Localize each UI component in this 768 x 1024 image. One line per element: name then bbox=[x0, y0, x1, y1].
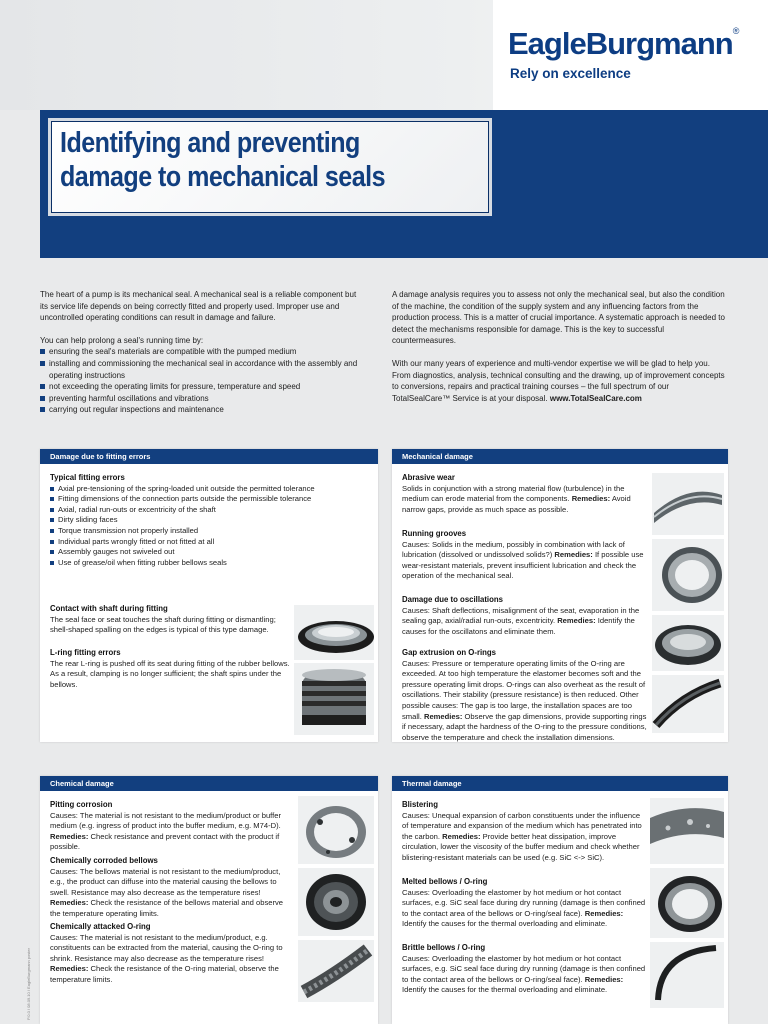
cause-text: Causes: Shaft deflections, misalignment of the seat, evaporation in the sealing gap, axial/radial run-outs, excentricity. bbox=[402, 605, 640, 626]
cause-text: Causes: Overloading the elastomer by hot medium or hot contact surfaces, e.g. SiC seal face during dry running (damage is then confined to the contact area of the bellows or O-ring/seal face). bbox=[402, 887, 646, 918]
section-title: Running grooves bbox=[402, 529, 467, 538]
panel-mechanical-damage bbox=[392, 449, 728, 742]
remedy-text: Identify the causes for the thermal overloading and eliminate. bbox=[402, 919, 608, 929]
seal-image bbox=[294, 663, 374, 735]
list-item: Torque transmission not properly installed bbox=[50, 526, 368, 537]
lring-errors bbox=[50, 648, 290, 690]
remedies-label: Remedies: bbox=[423, 711, 463, 721]
corroded-bellows bbox=[50, 856, 294, 920]
seal-image bbox=[650, 942, 724, 1008]
section-title: Brittle bellows / O-ring bbox=[402, 943, 486, 952]
remedy-text: Identify the causes for the thermal overloading and eliminate. bbox=[402, 985, 608, 995]
list-item: Axial, radial run-outs or excentricity of the shaft bbox=[50, 505, 368, 516]
intro-paragraph: A damage analysis requires you to assess not only the mechanical seal, but also the condition of the machine, the condition of the supply system and any influencing factors from the production process. This is a matter of crucial importance. A systematic approach is needed to detect the mechanisms responsible for damage. This is the key to successful countermeasures. bbox=[392, 290, 725, 346]
typical-errors bbox=[50, 473, 368, 568]
brand-tagline: Rely on excellence bbox=[510, 66, 631, 81]
cause-text: Causes: The material is not resistant to the medium/product or buffer medium (e.g. ingress of product into the buffer medium, e.g. M74-D). bbox=[50, 810, 282, 831]
section-text bbox=[402, 484, 650, 516]
panel-header: Chemical damage bbox=[40, 776, 378, 791]
section-text bbox=[402, 540, 650, 582]
section-title: L-ring fitting errors bbox=[50, 648, 121, 657]
panel-chemical-damage bbox=[40, 776, 378, 1024]
seal-photo bbox=[652, 675, 724, 733]
section-title: Damage due to oscillations bbox=[402, 595, 503, 604]
intro-lead: You can help prolong a seal's running time by: bbox=[40, 335, 204, 345]
cause-text: Causes: Solids in the medium, possibly in combination with lack of lubrication (dissolved or undissolved solids?) bbox=[402, 539, 625, 560]
seal-photo bbox=[652, 473, 724, 535]
print-code: P.0.0 / 08.09.10 / EagleBurgmann poster bbox=[26, 948, 31, 1020]
seal-image bbox=[298, 796, 374, 864]
cause-text: Solids in conjunction with a strong material flow (turbulence) in the medium can erode material from the components. bbox=[402, 483, 625, 504]
seal-image bbox=[298, 940, 374, 1002]
intro-left bbox=[40, 289, 366, 416]
melted-bellows bbox=[402, 877, 648, 930]
remedies-label: Remedies: bbox=[584, 974, 624, 984]
list-item: installing and commissioning the mechanical seal in accordance with the assembly and operating instructions bbox=[40, 358, 366, 381]
seal-photo bbox=[298, 940, 374, 1002]
remedy-text: Observe the gap dimensions, provide supporting rings if necessary, adapt the hardness of the O-ring to the pressure conditions, observe the temperature and check the installation dimensions. bbox=[402, 711, 647, 742]
brand-name: EagleBurgmann bbox=[508, 26, 733, 61]
remedies-label: Remedies: bbox=[571, 494, 611, 504]
section-title: Melted bellows / O-ring bbox=[402, 877, 488, 886]
seal-photo bbox=[652, 539, 724, 611]
seal-photo bbox=[298, 868, 374, 936]
seal-photo bbox=[650, 868, 724, 938]
abrasive-wear bbox=[402, 473, 650, 515]
seal-image bbox=[650, 868, 724, 938]
section-title: Pitting corrosion bbox=[50, 800, 113, 809]
section-title: Chemically attacked O-ring bbox=[50, 922, 151, 931]
section-text bbox=[50, 933, 294, 986]
intro-right bbox=[392, 289, 728, 404]
section-text: The rear L-ring is pushed off its seat during fitting of the rubber bellows. As a result, clamping is no longer sufficient; the shaft spins under the bellows. bbox=[50, 658, 290, 689]
remedies-label: Remedies: bbox=[50, 898, 89, 908]
running-grooves bbox=[402, 529, 650, 582]
cause-text: Causes: Overloading the elastomer by hot medium or hot contact surfaces, e.g. SiC seal face during dry running (damage is then confined to the contact area of the bellows or O-ring/seal face). bbox=[402, 953, 646, 984]
cause-text: Causes: The bellows material is not resistant to the medium/product, e.g., the product can diffuse into the material causing the bellows to swell. Resistance may also decrease as the temperature rises! bbox=[50, 866, 281, 897]
panel-fitting-errors bbox=[40, 449, 378, 742]
section-text bbox=[402, 954, 648, 996]
section-title: Blistering bbox=[402, 800, 438, 809]
section-title: Chemically corroded bellows bbox=[50, 856, 158, 865]
title-line-1: Identifying and preventing bbox=[60, 127, 360, 159]
seal-image bbox=[652, 675, 724, 733]
list-item: Dirty sliding faces bbox=[50, 515, 368, 526]
list-item: preventing harmful oscillations and vibrations bbox=[40, 393, 366, 405]
remedy-text: Identify the causes for the oscillatons and eliminate them. bbox=[402, 616, 635, 636]
seal-photo bbox=[298, 796, 374, 864]
cause-text: Causes: Pressure or temperature operating limits of the O-ring are exceeded. At too high temperature the elastomer becomes soft and the pressure operating limit drops. O-rings can also overheat as the result of oscillations. Their stability (pressure resistance) is then reduced. Other possible causes: The gap is too large, the installation spaces are too small. bbox=[402, 658, 646, 721]
list-item: ensuring the seal's materials are compatible with the pumped medium bbox=[40, 346, 366, 358]
list-item: Assembly gauges not swiveled out bbox=[50, 547, 368, 558]
seal-photo bbox=[650, 942, 724, 1008]
oscillation-damage bbox=[402, 595, 650, 637]
list-item: Axial pre-tensioning of the spring-loaded unit outside the permitted tolerance bbox=[50, 484, 368, 495]
service-paragraph bbox=[392, 358, 728, 404]
seal-image bbox=[650, 798, 724, 864]
section-text: The seal face or seat touches the shaft during fitting or dismantling; shell-shaped spalling on the edges is typical of this type damage. bbox=[50, 614, 276, 635]
remedies-label: Remedies: bbox=[557, 616, 596, 626]
panel-header: Damage due to fitting errors bbox=[40, 449, 378, 464]
remedy-text: If possible use wear-resistant materials, prevent insufficient lubrication and check the operation of the mechanical seal. bbox=[402, 550, 644, 581]
section-title: Contact with shaft during fitting bbox=[50, 604, 168, 613]
remedy-text: Check resistance and prevent contact with the product if possible. bbox=[50, 831, 280, 852]
remedies-label: Remedies: bbox=[50, 831, 89, 841]
attacked-oring bbox=[50, 922, 294, 986]
section-text bbox=[402, 811, 648, 864]
remedy-text: Check the resistance of the O-ring material, observe the temperature limits. bbox=[50, 964, 279, 984]
remedies-label: Remedies: bbox=[554, 550, 593, 560]
cause-text: Causes: Unequal expansion of carbon constituents under the influence of temperature and expansion of the medium which has penetrated into the carbon. bbox=[402, 810, 642, 841]
section-title: Gap extrusion on O-rings bbox=[402, 648, 497, 657]
remedies-label: Remedies: bbox=[50, 964, 89, 974]
list-item: Individual parts wrongly fitted or not fitted at all bbox=[50, 537, 368, 548]
remedies-label: Remedies: bbox=[584, 908, 624, 918]
panel-thermal-damage bbox=[392, 776, 728, 1024]
brittle-bellows bbox=[402, 943, 648, 996]
section-text bbox=[50, 867, 294, 920]
seal-photo bbox=[650, 798, 724, 864]
section-text bbox=[402, 888, 648, 930]
list-item: not exceeding the operating limits for pressure, temperature and speed bbox=[40, 381, 366, 393]
seal-photo bbox=[294, 663, 374, 735]
errors-list bbox=[50, 484, 368, 569]
list-item: Fitting dimensions of the connection parts outside the permissible tolerance bbox=[50, 494, 368, 505]
list-item: Use of grease/oil when fitting rubber bellows seals bbox=[50, 558, 368, 569]
page-title bbox=[60, 126, 430, 194]
seal-image bbox=[652, 615, 724, 671]
remedy-text: Provide better heat dissipation, improve circulation, lower the viscosity of the buffer medium and check whether blistering-resistant materials can be used (e.g. SiC <-> SiC). bbox=[402, 831, 640, 862]
seal-image bbox=[652, 473, 724, 535]
section-text bbox=[50, 811, 294, 853]
gap-extrusion bbox=[402, 648, 650, 743]
seal-image bbox=[294, 605, 374, 660]
blistering bbox=[402, 800, 648, 864]
seal-image bbox=[652, 539, 724, 611]
panel-header: Thermal damage bbox=[392, 776, 728, 791]
seal-photo bbox=[294, 605, 374, 660]
seal-photo bbox=[652, 615, 724, 671]
registered-mark: ® bbox=[732, 26, 739, 36]
section-text bbox=[402, 659, 650, 744]
panel-header: Mechanical damage bbox=[392, 449, 728, 464]
contact-shaft bbox=[50, 604, 290, 636]
remedies-label: Remedies: bbox=[442, 831, 481, 841]
brand-logo[interactable] bbox=[508, 26, 738, 62]
intro-paragraph: The heart of a pump is its mechanical seal. A mechanical seal is a reliable component but its service life depends on being correctly fitted and properly used. Improper use and uncontrolled operating conditions can result in damage and failure. bbox=[40, 290, 357, 323]
service-text: With our many years of experience and multi-vendor expertise we will be glad to help you. From diagnostics, analysis, technical consulting and the drawing, up of improvement concepts to conversions, repairs and practical training courses – the full spectrum of our TotalSealCare™ Service is at your disposal. bbox=[392, 358, 725, 403]
seal-image bbox=[298, 868, 374, 936]
cause-text: Causes: The material is not resistant to the medium/product, e.g. constituents can be extracted from the material, causing the O-ring to shrink. Resistance may also decrease as the temperature rises! bbox=[50, 932, 283, 963]
pitting-corrosion bbox=[50, 800, 294, 853]
list-item: carrying out regular inspections and maintenance bbox=[40, 404, 366, 416]
website-link[interactable]: www.TotalSealCare.com bbox=[549, 393, 642, 403]
section-title: Typical fitting errors bbox=[50, 473, 125, 482]
tips-list bbox=[40, 346, 366, 416]
remedy-text: Check the resistance of the bellows material and observe the temperature operating limits. bbox=[50, 898, 284, 918]
title-line-2: damage to mechanical seals bbox=[60, 161, 386, 193]
remedy-text: Avoid narrow gaps, provide as much space as possible. bbox=[402, 494, 631, 514]
section-text bbox=[402, 606, 650, 638]
section-title: Abrasive wear bbox=[402, 473, 455, 482]
